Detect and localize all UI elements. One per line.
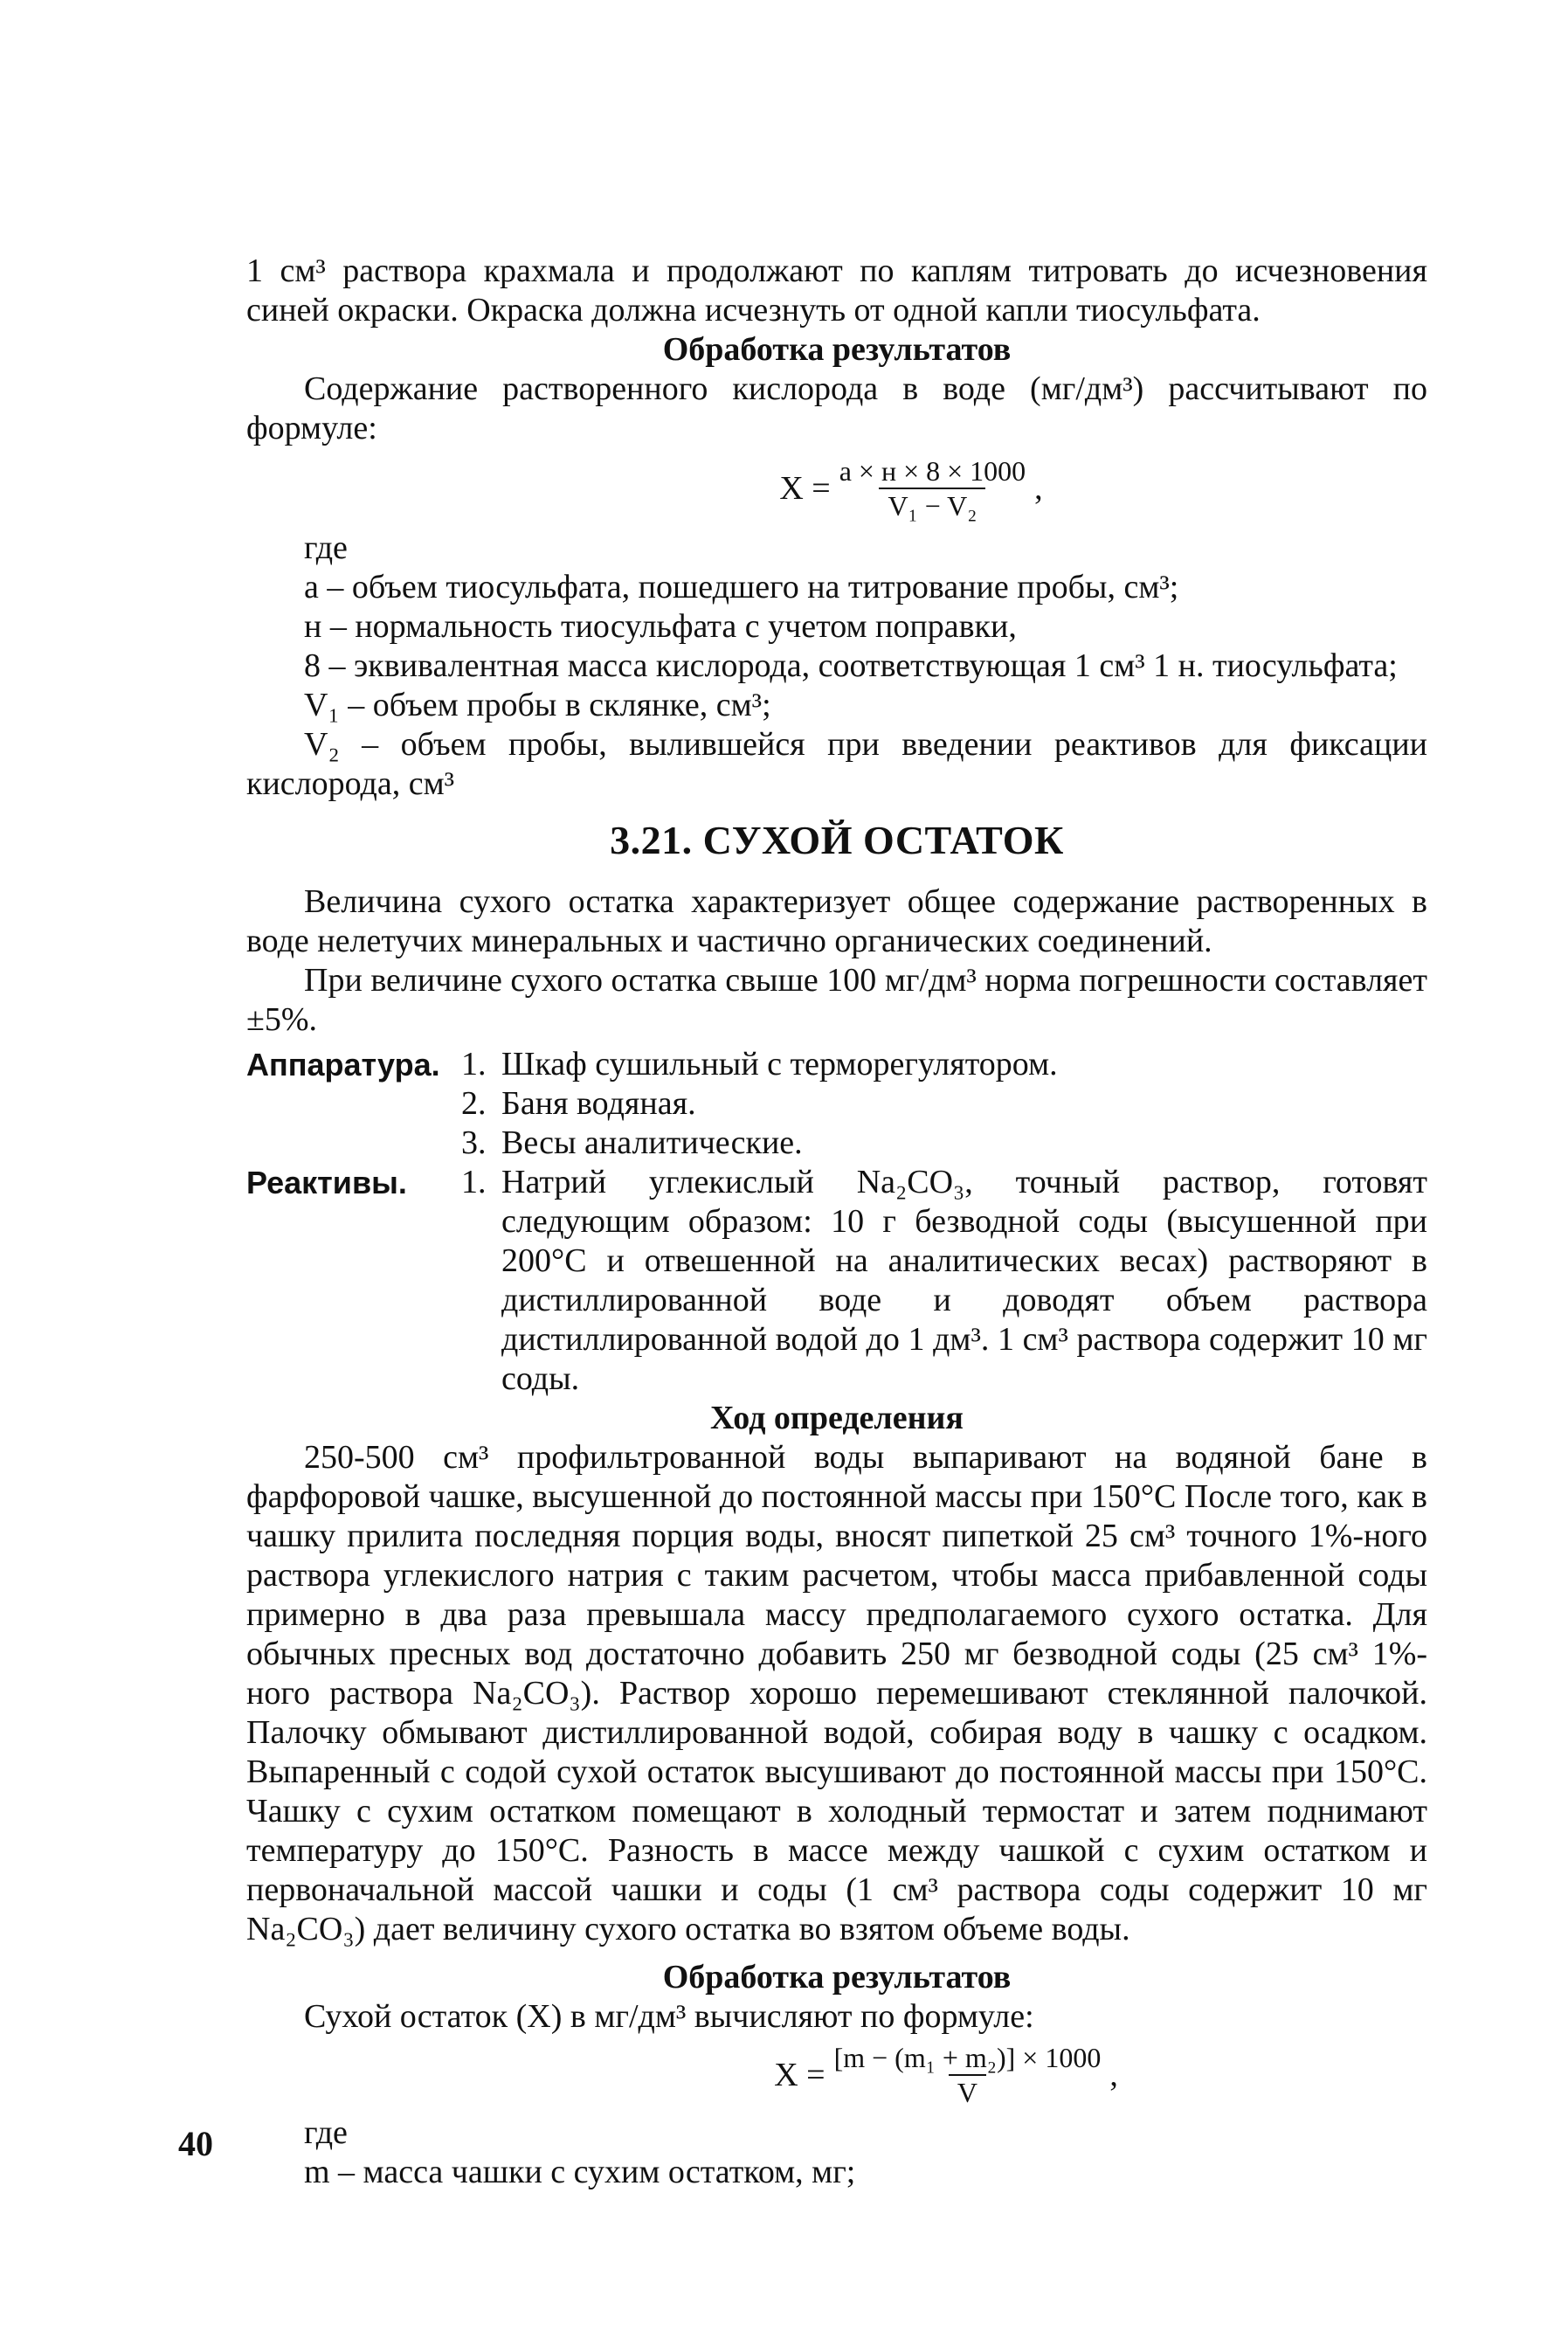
formula-numerator: [m − (m₁ + m₂)] × 1000 [833,2042,1102,2073]
apparatus-item-text: Весы аналитические. [501,1124,803,1161]
definition-a: a – объем тиосульфата, пошедшего на титрование пробы, см³; [304,569,1179,605]
formula-denominator: V [949,2074,986,2109]
apparatus-item-number: 1. [461,1046,487,1083]
page-content [246,252,1427,2192]
formula-denominator: V₁ − V₂ [879,488,985,522]
intro-paragraph: 1 см³ раствора крахмала и продолжают по каплям титровать до исчезновения синей окраски. Окраска должна исчезнуть от одной капли тиосульфата. [246,252,1427,329]
formula-lhs: X = [779,469,831,507]
apparatus-list [246,1045,1427,1163]
section-paragraph-2: При величине сухого остатка свыше 100 мг/дм³ норма погрешности составляет ±5%. [246,962,1427,1038]
results-text-2: Сухой остаток (X) в мг/дм³ вычисляют по формуле: [304,1998,1034,2035]
apparatus-item-text: Шкаф сушильный с терморегулятором. [501,1046,1058,1083]
reagents-label: Реактивы. [246,1165,407,1200]
apparatus-item-number: 2. [461,1085,487,1122]
formula-lhs: X = [774,2056,825,2093]
procedure-heading: Ход определения [710,1400,964,1436]
formula-fraction [836,454,1029,522]
section-paragraph-1: Величина сухого остатка характеризует общее содержание растворенных в воде нелетучих минеральных и частично органических соединений. [246,883,1427,959]
formula-trail: , [1109,2056,1118,2093]
formula-trail: , [1034,469,1043,507]
formula-fraction [831,2041,1105,2109]
where-label-1: где [304,529,348,566]
definition-v2: V₂ – объем пробы, вылившейся при введении реактивов для фиксации кислорода, см³ [246,726,1427,802]
results-heading-2: Обработка результатов [662,1959,1012,1996]
results-heading-1: Обработка результатов [662,331,1012,368]
results-text-1: Содержание растворенного кислорода в воде (мг/дм³) рассчитывают по формуле: [246,370,1427,446]
section-title: 3.21. СУХОЙ ОСТАТОК [610,818,1064,862]
reagents-item-text: Натрий углекислый Na₂CO₃, точный раствор, готовят следующим образом: 10 г безводной соды (высушенной при 200°С и отвешенной на аналитических весах) растворяют в дистиллированной воде и доводят объем раствора дистиллированной водой до 1 дм³. 1 см³ раствора содержит 10 мг соды. [501,1164,1427,1397]
apparatus-label: Аппаратура. [246,1047,440,1083]
definition-v1: V₁ – объем пробы в склянке, см³; [304,687,771,723]
formula-numerator: a × н × 8 × 1000 [839,455,1026,487]
apparatus-item-text: Баня водяная. [501,1085,696,1122]
reagents-list [246,1163,1427,1399]
definition-n: н – нормальность тиосульфата с учетом поправки, [304,608,1017,645]
where-label-2: где [304,2114,348,2151]
procedure-text: 250-500 см³ профильтрованной воды выпаривают на водяной бане в фарфоровой чашке, высушенной до постоянной массы при 150°С После того, как в чашку прилита последняя порция воды, вносят пипеткой 25 см³ точного 1%-ного раствора углекислого натрия с таким расчетом, чтобы масса прибавленной соды примерно в два раза превышала массу предполагаемого сухого остатка. Для обычных пресных вод достаточно добавить 250 мг безводной соды (25 см³ 1%-ного раствора Na₂CO₃). Раствор хорошо перемешивают стеклянной палочкой. Палочку обмывают дистиллированной водой, собирая воду в чашку с осадком. Выпаренный с содой сухой остаток высушивают до постоянной массы при 150°С. Чашку с сухим остатком помещают в холодный термостат и затем поднимают температуру до 150°С. Разность в массе между чашкой с сухим остатком и первоначальной массой чашки и соды (1 см³ раствора соды содержит 10 мг Na₂CO₃) дает величину сухого остатка во взятом объеме воды. [246,1439,1427,1947]
apparatus-item-number: 3. [461,1124,487,1161]
definition-m: m – масса чашки с сухим остатком, мг; [304,2154,856,2190]
definition-8: 8 – эквивалентная масса кислорода, соответствующая 1 см³ 1 н. тиосульфата; [304,647,1398,684]
oxygen-formula [246,448,1427,529]
reagents-item-number: 1. [461,1164,487,1200]
page-number: 40 [178,2124,213,2163]
dry-residue-formula [246,2037,1427,2113]
